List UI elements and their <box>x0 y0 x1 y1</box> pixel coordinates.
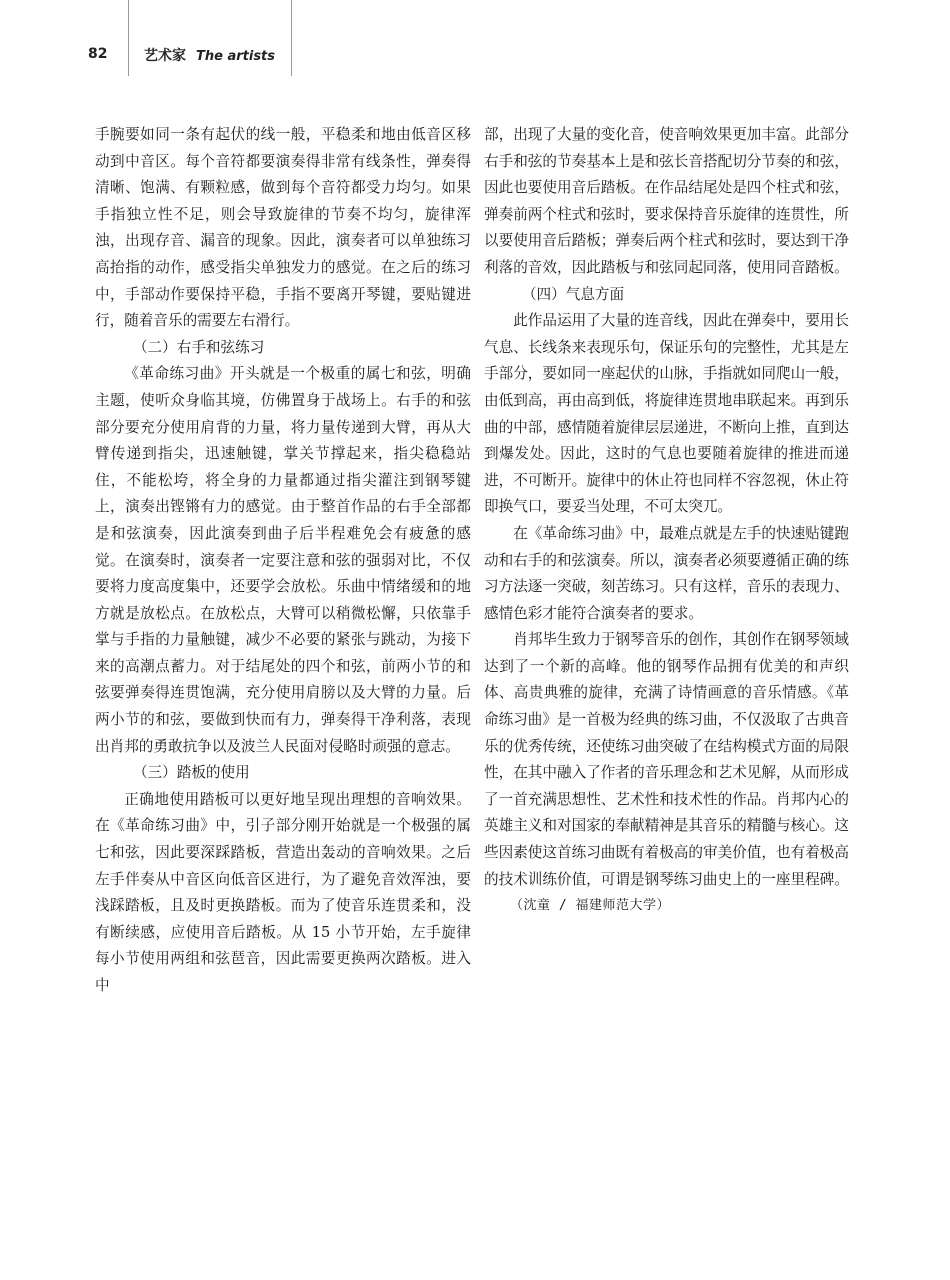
journal-title-cn: 艺术家 <box>144 48 186 64</box>
journal-title-en: The artists <box>196 49 276 64</box>
paragraph: 手腕要如同一条有起伏的线一般，平稳柔和地由低音区移动到中音区。每个音符都要演奏得非常有线条性，弹奏得清晰、饱满、有颗粒感，做到每个音符都受力均匀。如果手指独立性不足，则会导致旋律的节奏不均匀，旋律浑浊，出现存音、漏音的现象。因此，演奏者可以单独练习高抬指的动作，感受指尖单独发力的感觉。在之后的练习中，手部动作要保持平稳，手指不要离开琴键，要贴键进行，随着音乐的需要左右滑行。 <box>95 126 471 330</box>
paragraph: 正确地使用踏板可以更好地呈现出理想的音响效果。在《革命练习曲》中，引子部分刚开始就是一个极强的属七和弦，因此要深踩踏板，营造出轰动的音响效果。之后左手伴奏从中音区向低音区进行，为了避免音效浑浊，要浅踩踏板，且及时更换踏板。而为了使音乐连贯柔和，没有断续感，应使用音后踏板。从 15 小节开始，左手旋律每小节使用两组和弦琶音，因此需要更换两次踏板。进入中 <box>95 790 471 994</box>
paragraph: 在《革命练习曲》中，最难点就是左手的快速贴键跑动和右手的和弦演奏。所以，演奏者必须要遵循正确的练习方法逐一突破，刻苦练习。只有这样，音乐的表现力、感情色彩才能符合演奏者的要求。 <box>484 524 849 622</box>
paragraph: 肖邦毕生致力于钢琴音乐的创作，其创作在钢琴领域达到了一个新的高峰。他的钢琴作品拥有优美的和声织体、高贵典雅的旋律，充满了诗情画意的音乐情感。《革命练习曲》是一首极为经典的练习曲，不仅汲取了古典音乐的优秀传统，还使练习曲突破了在结构模式方面的局限性，在其中融入了作者的音乐理念和艺术见解，从而形成了一首充满思想性、艺术性和技术性的作品。肖邦内心的英雄主义和对国家的奉献精神是其音乐的精髓与核心。这些因素使这首练习曲既有着极高的审美价值，也有着极高的技术训练价值，可谓是钢琴练习曲史上的一座里程碑。 <box>484 631 849 888</box>
section-heading: （四）气息方面 <box>521 285 625 303</box>
author-signature: （沈童 / 福建师范大学） <box>510 898 670 914</box>
header-rule-right <box>291 0 292 76</box>
left-column <box>95 122 471 1000</box>
paragraph: 此作品运用了大量的连音线，因此在弹奏中，要用长气息、长线条来表现乐句，保证乐句的完整性，尤其是左手部分，要如同一座起伏的山脉，手指就如同爬山一般，由低到高，再由高到低，将旋律连贯地串联起来。再到乐曲的中部，感情随着旋律层层递进，不断向上推，直到达到爆发处。因此，这时的气息也要随着旋律的推进而递进，不可断开。旋律中的休止符也同样不容忽视，休止符即换气口，要妥当处理，不可太突兀。 <box>484 312 849 516</box>
page-number: 82 <box>88 46 108 62</box>
paragraph: 《革命练习曲》开头就是一个极重的属七和弦，明确主题，使听众身临其境，仿佛置身于战场上。右手的和弦部分要充分使用肩背的力量，将力量传递到大臂，再从大臂传递到指尖，迅速触键，掌关节撑起来，指尖稳稳站住，不能松垮，将全身的力量都通过指尖灌注到钢琴键上，演奏出铿锵有力的感觉。由于整首作品的右手全部都是和弦演奏，因此演奏到曲子后半程难免会有疲惫的感觉。在演奏时，演奏者一定要注意和弦的强弱对比，不仅要将力度高度集中，还要学会放松。乐曲中情绪缓和的地方就是放松点。在放松点，大臂可以稍微松懈，只依靠手掌与手指的力量触键，减少不必要的紧张与跳动，为接下来的高潮点蓄力。对于结尾处的四个和弦，前两小节的和弦要弹奏得连贯饱满，充分使用肩膀以及大臂的力量。后两小节的和弦，要做到快而有力，弹奏得干净利落，表现出肖邦的勇敢抗争以及波兰人民面对侵略时顽强的意志。 <box>95 365 471 755</box>
paragraph: 部，出现了大量的变化音，使音响效果更加丰富。此部分右手和弦的节奏基本上是和弦长音搭配切分节奏的和弦，因此也要使用音后踏板。在作品结尾处是四个柱式和弦，弹奏前两个柱式和弦时，要求保持音乐旋律的连贯性，所以要使用音后踏板；弹奏后两个柱式和弦时，要达到干净利落的音效，因此踏板与和弦同起同落，使用同音踏板。 <box>484 126 849 276</box>
right-column <box>484 122 849 920</box>
section-heading: （二）右手和弦练习 <box>132 338 265 356</box>
section-heading: （三）踏板的使用 <box>132 764 250 782</box>
header-rule-left <box>128 0 129 76</box>
journal-title <box>144 45 275 65</box>
